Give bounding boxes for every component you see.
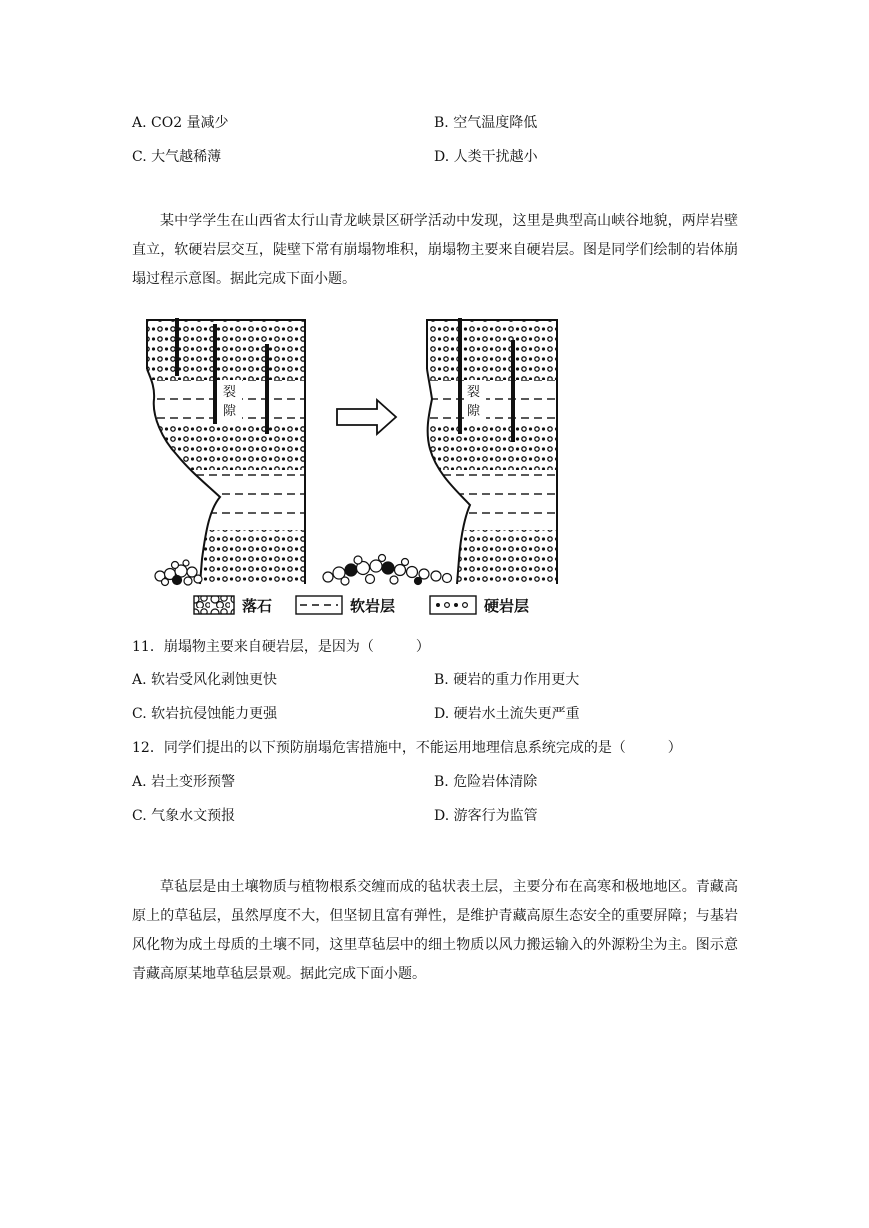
crack-label-bottom-after: 隙 [467, 404, 481, 419]
q11-option-b: B. 硬岩的重力作用更大 [434, 672, 580, 688]
passage-collapse: 某中学学生在山西省太行山青龙峡景区研学活动中发现，这里是典型高山峡谷地貌，两岸岩壁直立，软硬岩层交互，陡壁下常有崩塌物堆积，崩塌物主要来自硬岩层。图是同学们绘制的岩体崩塌过程示意图。据此完成下面小题。 [132, 213, 738, 287]
legend-hard-rock-label: 硬岩层 [484, 597, 530, 615]
legend-fallen-rock-label: 落石 [242, 597, 273, 615]
crack-label-bottom: 隙 [223, 404, 237, 419]
passage-grass-felt: 草毡层是由土壤物质与植物根系交缠而成的毡状表土层，主要分布在高寒和极地地区。青藏高原上的草毡层，虽然厚度不大，但坚韧且富有弹性，是维护青藏高原生态安全的重要屏障；与基岩风化物为成土母质的土壤不同，这里草毡层中的细土物质以风力搬运输入的外源粉尘为主。图示意青藏高原某地草毡层景观。据此完成下面小题。 [132, 879, 738, 982]
rock-collapse-diagram [130, 314, 570, 620]
fallen-rocks-before [155, 560, 202, 586]
legend-fallen-rock-swatch [194, 596, 234, 614]
q12-option-d: D. 游客行为监管 [434, 808, 538, 824]
legend-soft-rock-label: 软岩层 [350, 597, 396, 615]
cliff-before [130, 320, 310, 584]
q11-option-c: C. 软岩抗侵蚀能力更强 [132, 706, 278, 722]
cliff-after [410, 320, 570, 584]
fallen-rocks-after [323, 555, 452, 586]
q12-option-c: C. 气象水文预报 [132, 808, 236, 824]
process-arrow [337, 400, 396, 434]
q11-stem: 11．崩塌物主要来自硬岩层，是因为（ ） [132, 639, 430, 655]
legend [194, 596, 529, 615]
crack-label-top: 裂 [223, 385, 237, 400]
q10-option-b: B. 空气温度降低 [434, 115, 538, 131]
q12-stem: 12．同学们提出的以下预防崩塌危害措施中，不能运用地理信息系统完成的是（ ） [132, 740, 682, 756]
q10-option-a: A. CO2 量减少 [132, 115, 229, 131]
q11-option-d: D. 硬岩水土流失更严重 [434, 706, 580, 722]
q12-option-a: A. 岩土变形预警 [132, 774, 236, 790]
q11-option-a: A. 软岩受风化剥蚀更快 [132, 672, 278, 688]
q12-option-b: B. 危险岩体清除 [434, 774, 538, 790]
q10-option-c: C. 大气越稀薄 [132, 149, 222, 165]
q10-option-d: D. 人类干扰越小 [434, 149, 538, 165]
crack-label-top-after: 裂 [467, 385, 481, 400]
